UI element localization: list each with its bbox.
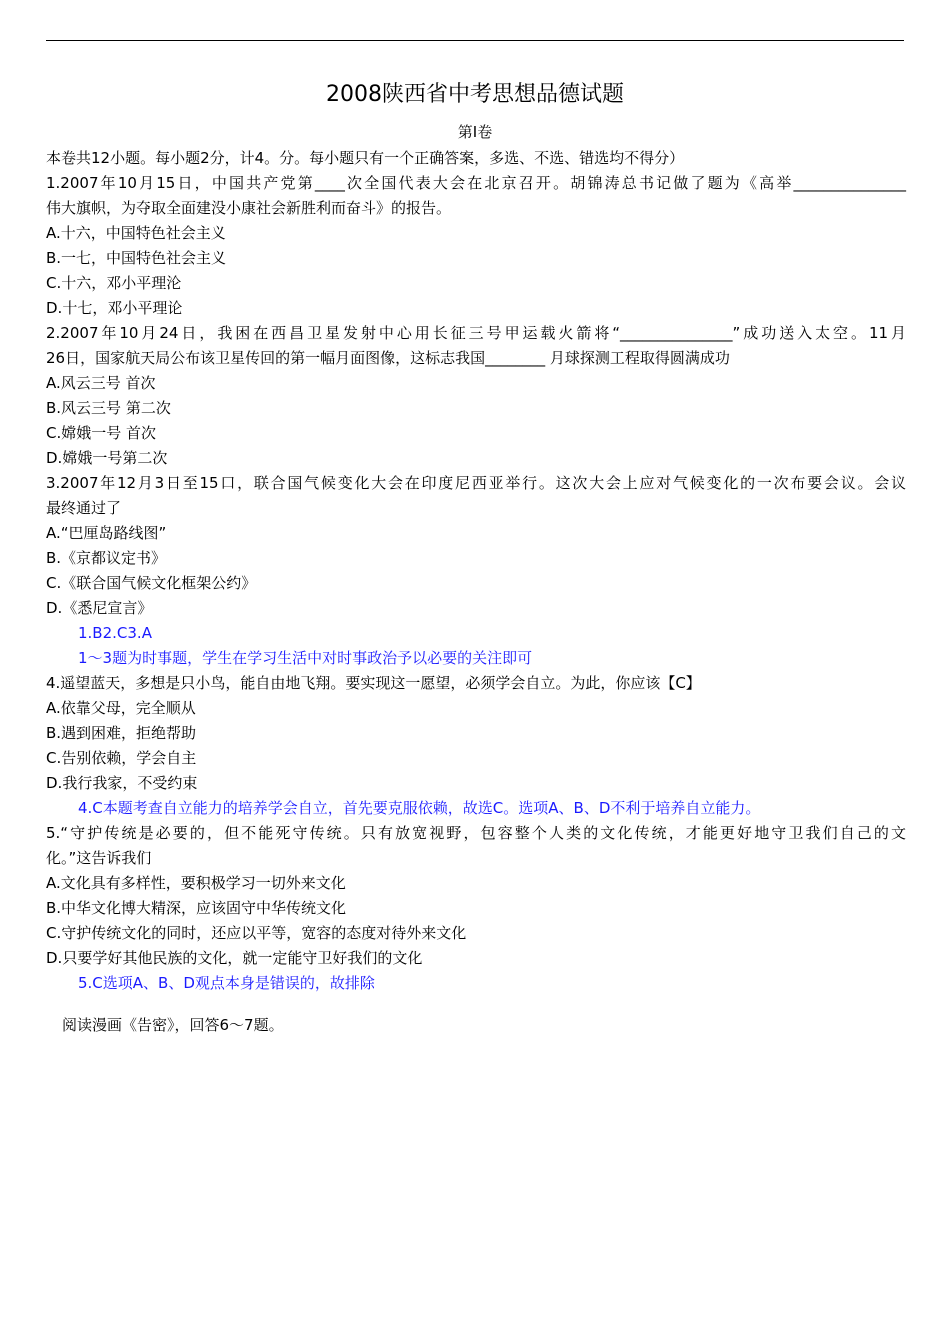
question-3-line-1: 3.2007年12月3日至15口，联合国气候变化大会在印度尼西亚举行。这次大会上应对气候变化的一次布要会议。会议 (46, 474, 906, 492)
question-3-option-c: C.《联合国气候文化框架公约》 (46, 574, 257, 592)
question-1-option-a: A.十六，中国特色社会主义 (46, 224, 226, 242)
question-4-option-c: C.告别依赖，学会自主 (46, 749, 197, 767)
page-title: 2008陕西省中考思想品德试题 (326, 82, 624, 107)
question-3-option-d: D.《悉尼宣言》 (46, 599, 153, 617)
question-2-option-d: D.嫦娥一号第二次 (46, 449, 168, 467)
section-heading: 第Ⅰ卷 (457, 123, 493, 141)
reading-prompt: 阅读漫画《告密》，回答6～7题。 (62, 1016, 284, 1034)
question-1-line-2: 伟大旗帜，为夺取全面建没小康社会新胜利而奋斗》的报告。 (46, 199, 452, 217)
answer-note-1-3: 1～3题为时事题，学生在学习生活中对时事政治予以必要的关注即可 (78, 649, 533, 667)
question-2-option-a: A.风云三号 首次 (46, 374, 156, 392)
question-1-option-c: C.十六，邓小平理沦 (46, 274, 182, 292)
intro-text: 本卷共12小题。每小题2分，计4。分。每小题只有一个正确答案，多选、不选、错选均不得分） (46, 149, 685, 167)
question-4-option-b: B.遇到困难，拒绝帮助 (46, 724, 197, 742)
question-2-option-b: B.风云三号 第二次 (46, 399, 171, 417)
answer-key-1-3: 1.B2.C3.A (78, 624, 152, 642)
question-5-option-b: B.中华文化博大精深，应该固守中华传统文化 (46, 899, 347, 917)
question-3-line-2: 最终通过了 (46, 499, 122, 517)
answer-note-5: 5.C选项A、B、D观点本身是错误的，故排除 (78, 974, 375, 992)
question-4-line-1: 4.遥望蓝天，多想是只小鸟，能自由地飞翔。要实现这一愿望，必须学会自立。为此，你应该【C】 (46, 674, 701, 692)
question-3-option-b: B.《京都议定书》 (46, 549, 167, 567)
document-body (46, 146, 906, 1038)
spacer (46, 996, 906, 1013)
question-2-line-1: 2.2007年10月24日，我困在西昌卫星发射中心用长征三号甲运载火箭将“_______________”成功送入太空。11月 (46, 324, 906, 342)
question-5-line-2: 化。”这告诉我们 (46, 849, 152, 867)
question-5-option-d: D.只要学好其他民族的文化，就一定能守卫好我们的文化 (46, 949, 423, 967)
question-5-option-a: A.文化具有多样性，要积极学习一切外来文化 (46, 874, 346, 892)
question-5-line-1: 5.“守护传统是必要的，但不能死守传统。只有放宽视野，包容整个人类的文化传统，才能更好地守卫我们自己的文 (46, 824, 906, 842)
answer-note-4: 4.C本题考查自立能力的培养学会自立，首先要克服依赖，故选C。选项A、B、D不利于培养自立能力。 (78, 799, 761, 817)
question-2-option-c: C.嫦娥一号 首次 (46, 424, 157, 442)
header-rule (46, 40, 904, 41)
question-2-line-2: 26日，国家航天局公布该卫星传回的第一幅月面图像，这标志我国________ 月球探测工程取得圆满成功 (46, 349, 730, 367)
question-1-line-1: 1.2007年10月15日，中国共产党第____次全国代表大会在北京召开。胡锦涛总书记做了题为《高举_______________ (46, 174, 906, 192)
question-3-option-a: A.“巴厘岛路线图” (46, 524, 167, 542)
question-1-option-d: D.十七，邓小平理论 (46, 299, 183, 317)
question-4-option-d: D.我行我家，不受约束 (46, 774, 198, 792)
question-5-option-c: C.守护传统文化的同时，还应以平等，宽容的态度对待外来文化 (46, 924, 467, 942)
question-1-option-b: B.一七，中国特色社会主义 (46, 249, 227, 267)
question-4-option-a: A.依靠父母，完全顺从 (46, 699, 196, 717)
